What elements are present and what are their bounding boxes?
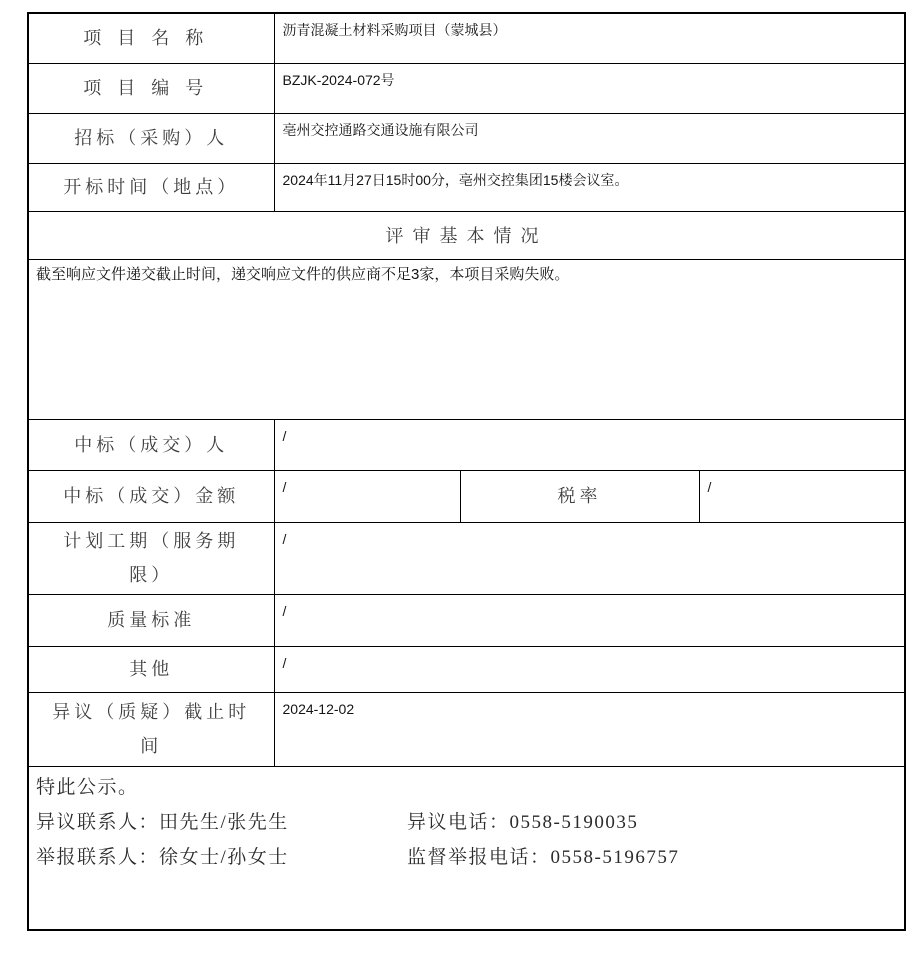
objection-contact: 异议联系人：田先生/张先生	[36, 811, 289, 833]
winner-value: /	[274, 419, 905, 470]
report-contact: 举报联系人：徐女士/孙女士	[36, 846, 289, 868]
bid-opening-value: 2024年11月27日15时00分，亳州交控集团15楼会议室。	[274, 163, 905, 211]
objection-deadline-value: 2024-12-02	[274, 692, 905, 766]
objection-contact-line	[36, 805, 897, 840]
amount-value: /	[274, 470, 460, 522]
table-row-other	[28, 646, 905, 692]
project-number-label: 项目编号	[28, 63, 274, 113]
objection-deadline-label: 异议（质疑）截止时间	[28, 692, 274, 766]
footer-cell	[28, 766, 905, 930]
duration-value: /	[274, 522, 905, 594]
table-row-purchaser	[28, 113, 905, 163]
project-name-label: 项目名称	[28, 13, 274, 63]
table-row-duration	[28, 522, 905, 594]
announcement-table	[27, 12, 906, 931]
report-phone: 监督举报电话：0558-5196757	[407, 846, 680, 868]
purchaser-label: 招标（采购）人	[28, 113, 274, 163]
table-row-amount	[28, 470, 905, 522]
objection-phone: 异议电话：0558-5190035	[407, 811, 639, 833]
quality-standard-value: /	[274, 594, 905, 646]
table-row-project-name	[28, 13, 905, 63]
table-row-footer	[28, 766, 905, 930]
bid-opening-label: 开标时间（地点）	[28, 163, 274, 211]
table-row-objection-deadline	[28, 692, 905, 766]
table-row-winner	[28, 419, 905, 470]
table-row-quality	[28, 594, 905, 646]
review-section-header: 评审基本情况	[28, 211, 905, 259]
project-number-value: BZJK-2024-072号	[274, 63, 905, 113]
table-row-bid-opening	[28, 163, 905, 211]
table-row-review-header	[28, 211, 905, 259]
table-row-review-note	[28, 259, 905, 419]
winner-label: 中标（成交）人	[28, 419, 274, 470]
purchaser-value: 亳州交控通路交通设施有限公司	[274, 113, 905, 163]
duration-label: 计划工期（服务期限）	[28, 522, 274, 594]
amount-label: 中标（成交）金额	[28, 470, 274, 522]
table-row-project-number	[28, 63, 905, 113]
tax-rate-label: 税率	[460, 470, 699, 522]
closing-statement: 特此公示。	[36, 776, 139, 798]
other-value: /	[274, 646, 905, 692]
tax-rate-value: /	[699, 470, 905, 522]
project-name-value: 沥青混凝土材料采购项目（蒙城县）	[274, 13, 905, 63]
report-contact-line	[36, 840, 897, 875]
quality-standard-label: 质量标准	[28, 594, 274, 646]
review-note-text: 截至响应文件递交截止时间，递交响应文件的供应商不足3家，本项目采购失败。	[28, 259, 905, 419]
other-label: 其他	[28, 646, 274, 692]
